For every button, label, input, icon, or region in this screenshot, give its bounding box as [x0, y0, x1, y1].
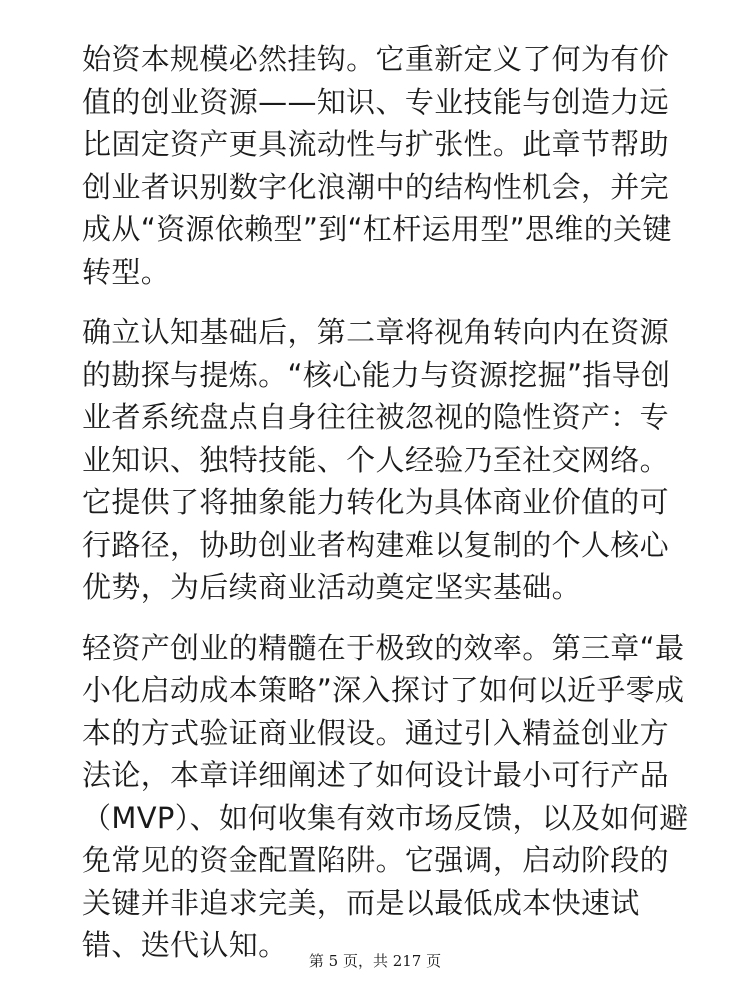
page-number-footer: 第 5 页，共 217 页 [308, 952, 442, 970]
body-paragraph-1: 始资本规模必然挂钩。它重新定义了何为有价值的创业资源——知识、专业技能与创造力远比固定资产更具流动性与扩张性。此章节帮助创业者识别数字化浪潮中的结构性机会，并完成从“资源依赖型”到“杠杆运用型”思维的关键转型。 [82, 42, 672, 289]
body-paragraph-3: 轻资产创业的精髓在于极致的效率。第三章“最小化启动成本策略”深入探讨了如何以近乎零成本的方式验证商业假设。通过引入精益创业方法论，本章详细阐述了如何设计最小可行产品（MVP）、如何收集有效市场反馈，以及如何避免常见的资金配置陷阱。它强调，启动阶段的关键并非追求完美，而是以最低成本快速试错、迭代认知。 [82, 630, 689, 962]
body-paragraph-2: 确立认知基础后，第二章将视角转向内在资源的勘探与提炼。“核心能力与资源挖掘”指导创业者系统盘点自身往往被忽视的隐性资产：专业知识、独特技能、个人经验乃至社交网络。它提供了将抽象能力转化为具体商业价值的可行路径，协助创业者构建难以复制的个人核心优势，为后续商业活动奠定坚实基础。 [82, 315, 671, 604]
